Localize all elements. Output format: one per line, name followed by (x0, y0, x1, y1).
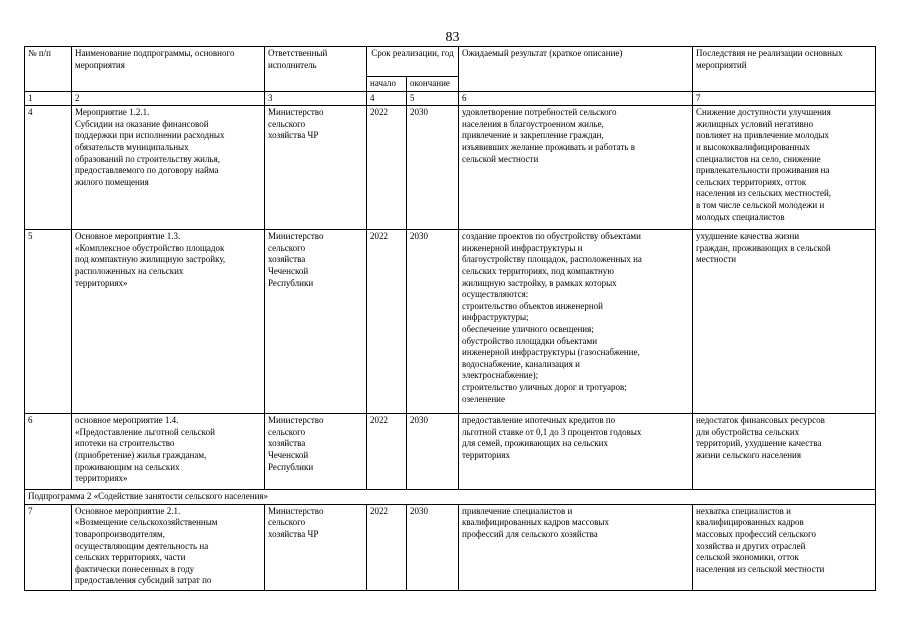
row-start: 2022 (367, 106, 407, 230)
header-num: № п/п (25, 47, 72, 92)
row-name: Основное мероприятие 1.3. «Комплексное обустройство площадок под компактную жилищную застройку, расположенных на сельских территориях» (72, 230, 265, 414)
header-period: Срок реализации, год (367, 47, 459, 77)
row-executor: Министерство сельского хозяйства ЧР (265, 106, 367, 230)
header-start: начало (367, 77, 407, 92)
row-result: предоставление ипотечных кредитов по льготной ставке от 0,1 до 3 процентов годовых для семей, проживающих на сельских территориях (459, 414, 693, 490)
column-number: 4 (367, 91, 407, 106)
row-end: 2030 (407, 504, 459, 590)
column-number: 2 (72, 91, 265, 106)
page-number: 83 (445, 30, 460, 45)
row-num: 6 (25, 414, 72, 490)
row-start: 2022 (367, 230, 407, 414)
row-name: Основное мероприятие 2.1. «Возмещение сельскохозяйственным товаропроизводителям, осуществляющим деятельность на сельских территориях, части фактически понесенных в году предоставления субсидий затрат по (72, 504, 265, 590)
row-consequences: нехватка специалистов и квалифицированных кадров массовых профессий сельского хозяйства и других отраслей сельской экономики, отток населения из сельской местности (693, 504, 876, 590)
section-title: Подпрограмма 2 «Содействие занятости сельского населения» (25, 490, 876, 505)
row-num: 7 (25, 504, 72, 590)
table-row (25, 106, 876, 230)
row-num: 4 (25, 106, 72, 230)
row-executor: Министерство сельского хозяйства ЧР (265, 504, 367, 590)
header-consequences: Последствия не реализации основных мероприятий (693, 47, 876, 92)
column-number: 7 (693, 91, 876, 106)
header-name: Наименование подпрограммы, основного мероприятия (72, 47, 265, 92)
row-name: Мероприятие 1.2.1. Субсидии на оказание финансовой поддержки при исполнении расходных обязательств муниципальных образований по строительству жилья, предоставляемого по договору найма жилого помещения (72, 106, 265, 230)
row-result: удовлетворение потребностей сельского населения в благоустроенном жилье, привлечение и закрепление граждан, изъявивших желание проживать и работать в сельской местности (459, 106, 693, 230)
row-end: 2030 (407, 414, 459, 490)
row-consequences: Снижение доступности улучшения жилищных условий негативно повлияет на привлечение молодых и высококвалифицированных специалистов на село, снижение привлекательности проживания на сельских территориях, отток населения из сельских местностей, в том числе сельской молодежи и молодых специалистов (693, 106, 876, 230)
table-row (25, 504, 876, 590)
row-consequences: недостаток финансовых ресурсов для обустройства сельских территорий, ухудшение качества жизни сельского населения (693, 414, 876, 490)
row-consequences: ухудшение качества жизни граждан, проживающих в сельской местности (693, 230, 876, 414)
column-number: 1 (25, 91, 72, 106)
column-number: 5 (407, 91, 459, 106)
row-start: 2022 (367, 414, 407, 490)
row-executor: Министерство сельского хозяйства Чеченской Республики (265, 230, 367, 414)
row-start: 2022 (367, 504, 407, 590)
row-result: создание проектов по обустройству объектами инженерной инфраструктуры и благоустройству площадок, расположенных на сельских территориях, под компактную жилищную застройку, в рамках которых осуществляются: строительство объектов инженерной инфраструктуры; обеспечение уличного освещения; обустройство площадки объектами инженерной инфраструктуры (газоснабжение, водоснабжение, канализация и электроснабжение); строительство уличных дорог и тротуаров; озеленение (459, 230, 693, 414)
column-number: 6 (459, 91, 693, 106)
table-row (25, 414, 876, 490)
row-result: привлечение специалистов и квалифицированных кадров массовых профессий для сельского хозяйства (459, 504, 693, 590)
row-end: 2030 (407, 106, 459, 230)
column-number: 3 (265, 91, 367, 106)
measures-table (24, 46, 876, 591)
header-executor: Ответственный исполнитель (265, 47, 367, 92)
row-num: 5 (25, 230, 72, 414)
header-result: Ожидаемый результат (краткое описание) (459, 47, 693, 92)
section-row (25, 490, 876, 505)
table-row (25, 230, 876, 414)
row-name: основное мероприятие 1.4. «Предоставление льготной сельской ипотеки на строительство (приобретение) жилья гражданам, проживающим на сельских территориях» (72, 414, 265, 490)
row-end: 2030 (407, 230, 459, 414)
header-end: окончание (407, 77, 459, 92)
row-executor: Министерство сельского хозяйства Чеченской Республики (265, 414, 367, 490)
